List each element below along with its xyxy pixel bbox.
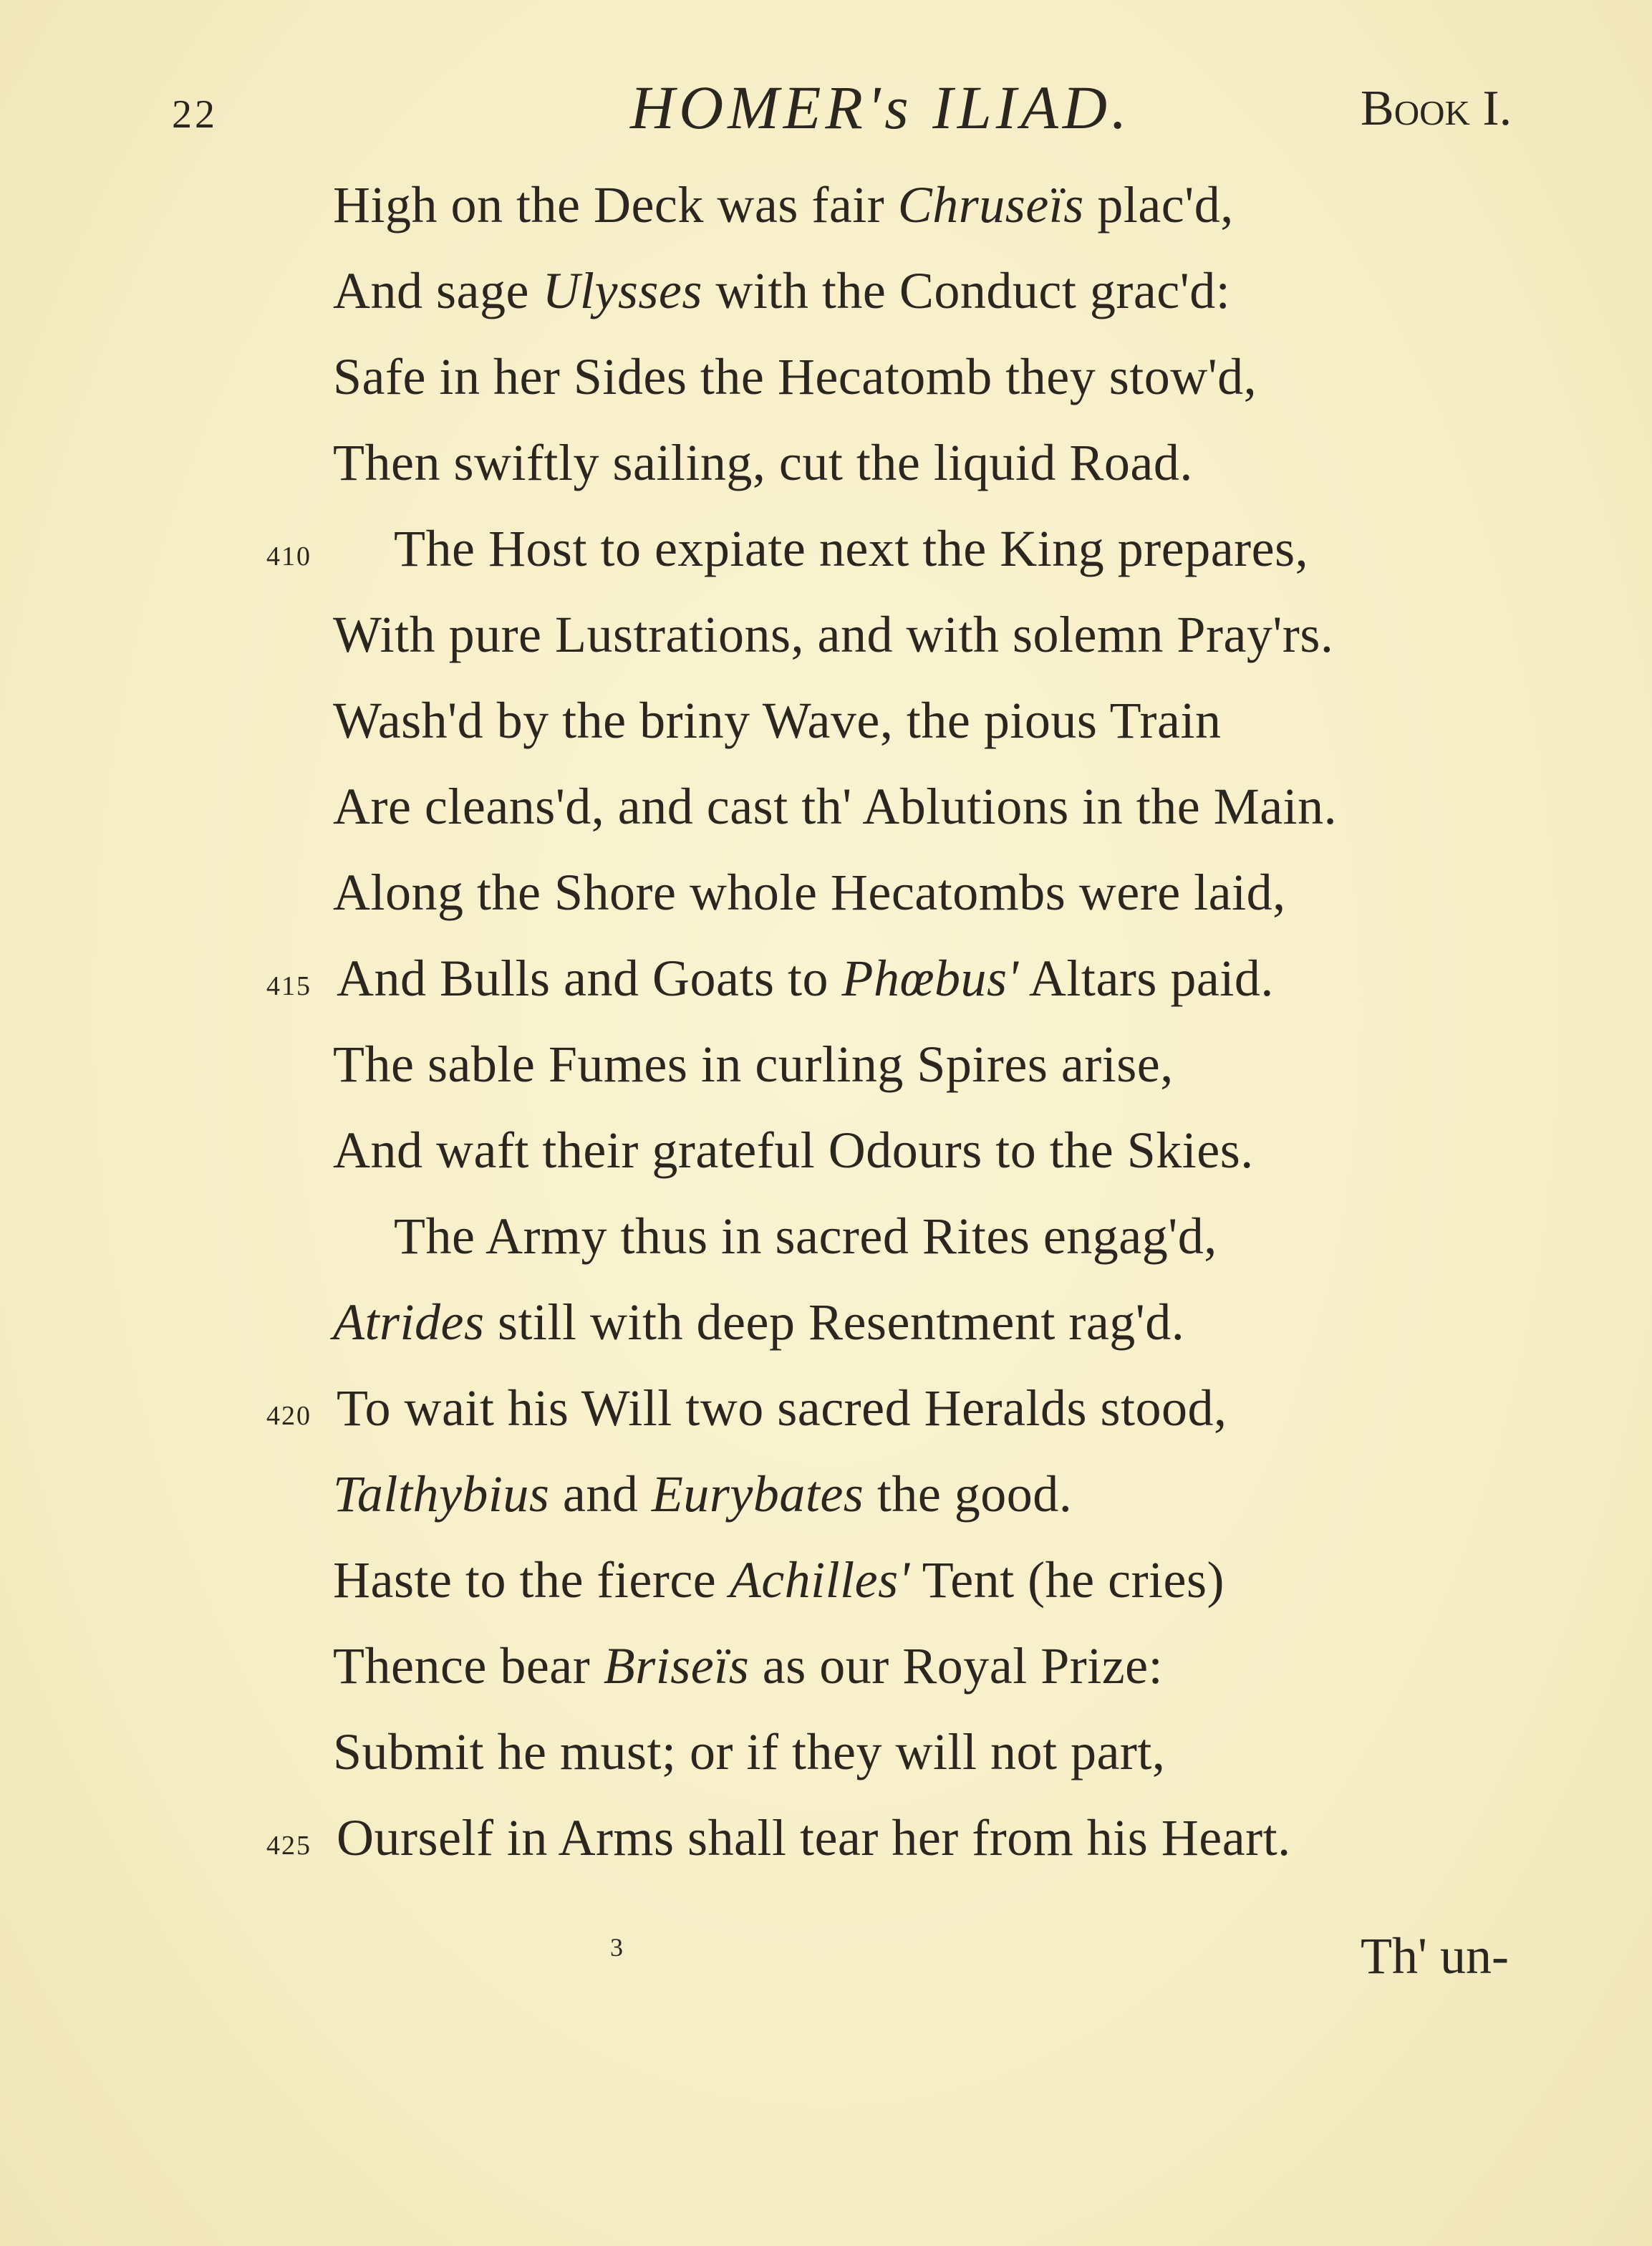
page-header xyxy=(0,72,1652,150)
verse-line xyxy=(0,175,1652,261)
line-text: The sable Fumes in curling Spires arise, xyxy=(333,1036,1174,1093)
verse-line xyxy=(0,863,1652,949)
line-text: Are cleans'd, and cast th' Ablutions in the Main. xyxy=(333,778,1338,835)
verse-line xyxy=(0,1293,1652,1379)
line-text: Along the Shore whole Hecatombs were laid, xyxy=(333,864,1286,921)
line-number: 420 xyxy=(266,1401,311,1431)
line-text: Ourself in Arms shall tear her from his Heart. xyxy=(337,1809,1291,1866)
line-text: The Army thus in sacred Rites engag'd, xyxy=(394,1208,1217,1265)
verse-line xyxy=(0,519,1652,605)
line-text: Talthybius and Eurybates the good. xyxy=(333,1465,1073,1523)
book-label: Book I. xyxy=(1361,81,1512,136)
verse-line xyxy=(0,777,1652,863)
signature-mark: 3 xyxy=(610,1933,623,1962)
verse-line xyxy=(0,347,1652,433)
verse-line xyxy=(0,1637,1652,1722)
line-text: And sage Ulysses with the Conduct grac'd: xyxy=(333,262,1231,319)
page-footer xyxy=(0,1927,1652,2005)
line-text: Wash'd by the briny Wave, the pious Train xyxy=(333,692,1222,749)
verse-line xyxy=(0,1379,1652,1465)
page-number: 22 xyxy=(172,92,218,137)
line-text: High on the Deck was fair Chruseïs plac'd, xyxy=(333,176,1234,233)
verse-line xyxy=(0,1465,1652,1551)
verse-line xyxy=(0,1035,1652,1121)
verse-line xyxy=(0,605,1652,691)
verse-line xyxy=(0,1722,1652,1808)
verse-line xyxy=(0,433,1652,519)
line-text: Then swiftly sailing, cut the liquid Road. xyxy=(333,434,1193,491)
line-number: 415 xyxy=(266,971,311,1001)
verse-line xyxy=(0,1808,1652,1894)
verse-line xyxy=(0,261,1652,347)
line-text: The Host to expiate next the King prepares, xyxy=(394,520,1309,577)
verse-line xyxy=(0,1551,1652,1637)
verse-line xyxy=(0,949,1652,1035)
line-number: 425 xyxy=(266,1831,311,1861)
line-text: Thence bear Briseïs as our Royal Prize: xyxy=(333,1637,1164,1695)
line-text: Haste to the fierce Achilles' Tent (he cries) xyxy=(333,1551,1224,1609)
line-text: Submit he must; or if they will not part, xyxy=(333,1723,1166,1780)
line-number: 410 xyxy=(266,541,311,572)
line-text: To wait his Will two sacred Heralds stood, xyxy=(337,1379,1227,1437)
line-text: With pure Lustrations, and with solemn Pray'rs. xyxy=(333,606,1334,663)
verse-line xyxy=(0,1121,1652,1207)
running-title: HOMER's ILIAD. xyxy=(630,73,1131,142)
line-text: Safe in her Sides the Hecatomb they stow'd, xyxy=(333,348,1257,405)
verse-line xyxy=(0,1207,1652,1293)
line-text: And waft their grateful Odours to the Skies. xyxy=(333,1122,1254,1179)
catchword: Th' un- xyxy=(1361,1927,1509,1985)
verse-line xyxy=(0,691,1652,777)
line-text: And Bulls and Goats to Phœbus' Altars paid. xyxy=(337,950,1274,1007)
line-text: Atrides still with deep Resentment rag'd. xyxy=(333,1293,1185,1351)
